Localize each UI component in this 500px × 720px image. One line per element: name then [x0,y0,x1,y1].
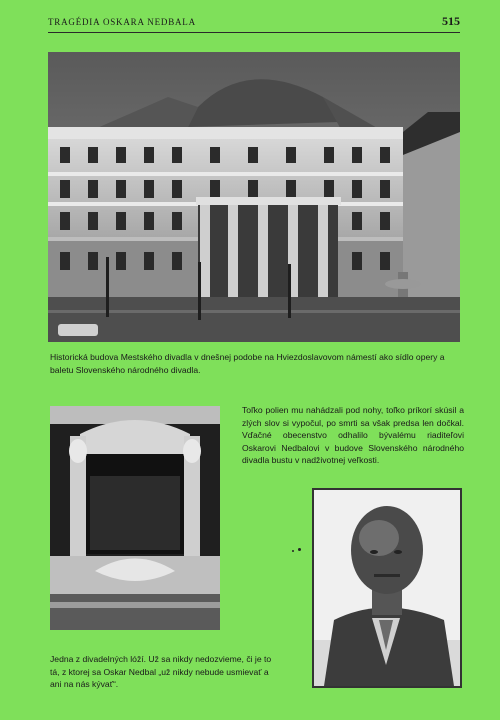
theatre-box-illustration [50,406,220,630]
running-title: TRAGÉDIA OSKARA NEDBALA [48,17,196,27]
ink-mark [292,550,294,552]
ink-mark [298,548,301,551]
page-number: 515 [442,14,460,28]
page-header [48,14,460,33]
theatre-box-photo [50,406,220,630]
bust-unveiling-text: Toľko polien mu nahádzali pod nohy, toľko príkorí skúsil a zlých slov si vypočul, po smrti sa však predsa len dočkal. Vďačné obecenstvo odhalilo bývalému riaditeľovi Oskarovi Nedbalovi v budove Slovenského národného divadla bustu v nadživotnej veľkosti. [242,405,464,465]
theatre-photo-caption: Historická budova Mestského divadla v dnešnej podobe na Hviezdoslavovom námestí ako sídlo opery a baletu Slovenského národného divadla. [50,352,445,375]
theatre-building-photo [48,52,460,342]
header-rule [48,32,460,33]
nedbal-bust-photo [312,488,462,688]
bust-illustration [314,490,460,686]
theatre-building-illustration [48,52,460,342]
theatre-box-caption: Jedna z divadelných lóží. Už sa nikdy nedozvieme, či je to tá, z ktorej sa Oskar Nedbal „už nikdy nebude usmievať a ani na nás kývať“. [50,654,272,690]
